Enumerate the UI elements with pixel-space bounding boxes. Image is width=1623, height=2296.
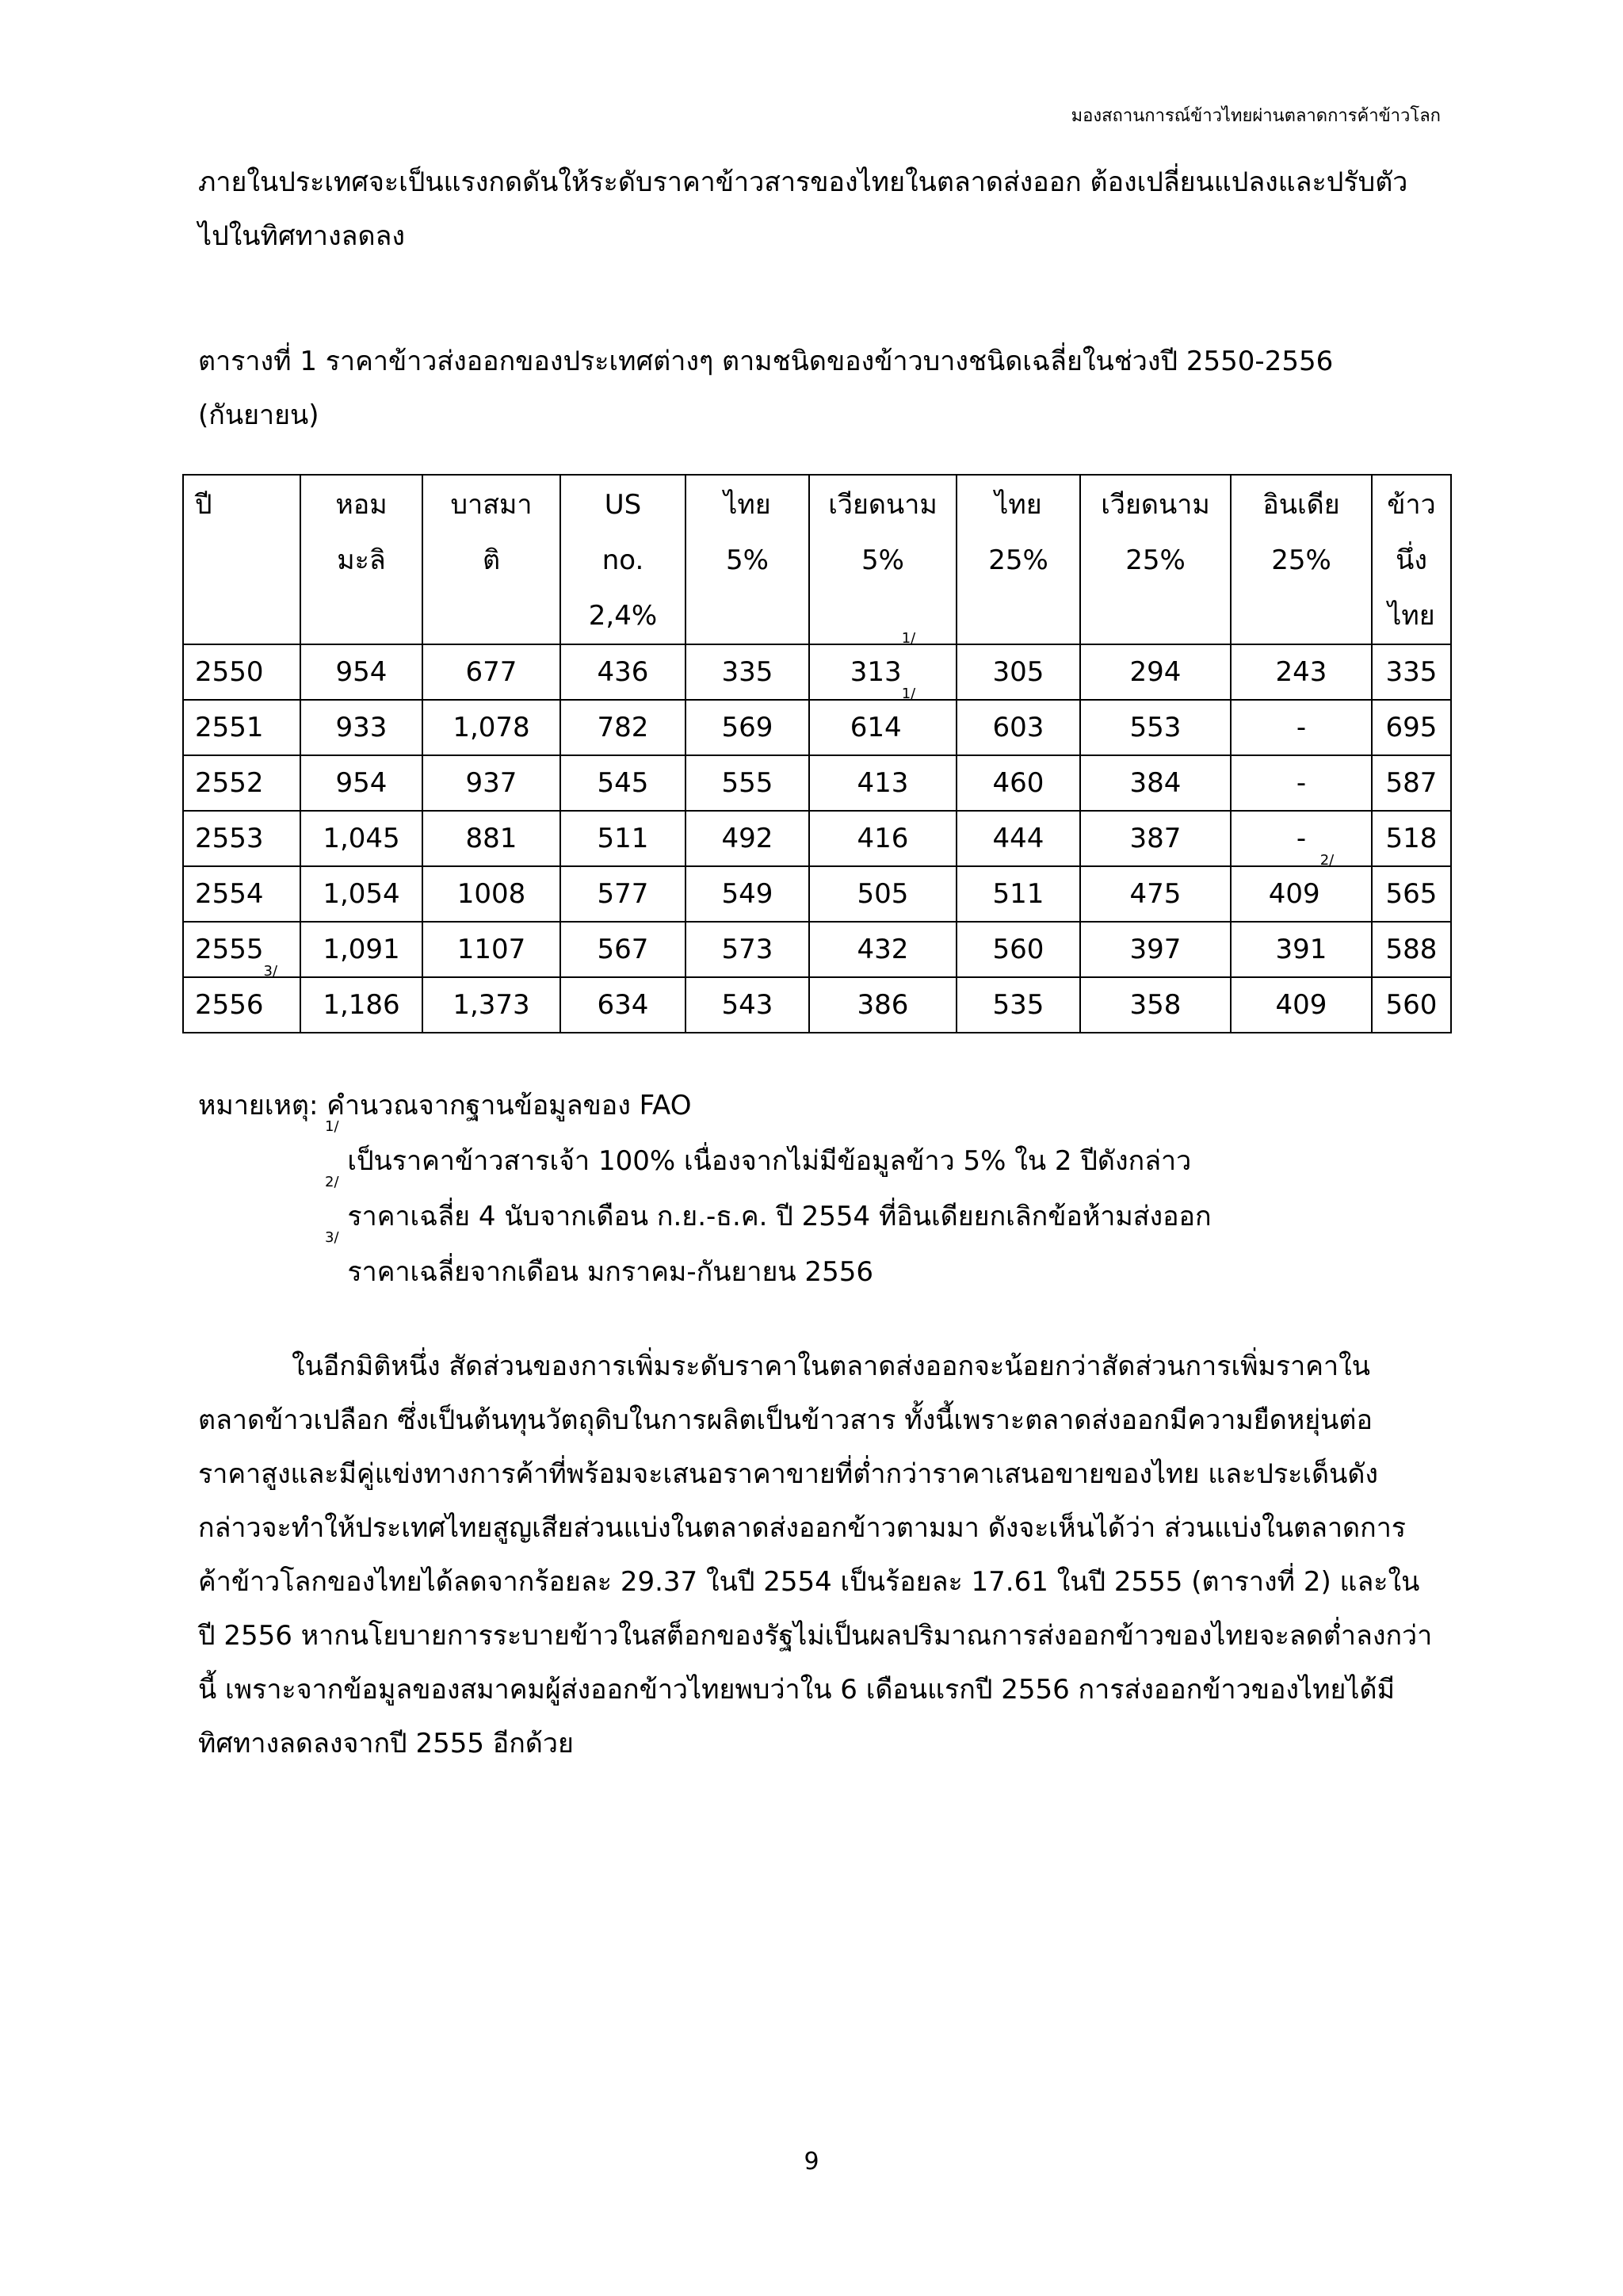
table-cell: 634 bbox=[560, 977, 685, 1033]
col-header-vietnam-5: เวียดนาม 5% bbox=[809, 475, 957, 644]
note-item: $^{1/}$ เป็นราคาข้าวสารเจ้า 100% เนื่องจากไม่มีข้อมูลข้าว 5% ใน 2 ปีดังกล่าว bbox=[325, 1118, 1192, 1177]
table-cell: 397 bbox=[1080, 922, 1231, 977]
table-cell: 1008 bbox=[422, 866, 560, 922]
col-header-hom-mali: หอม มะลิ bbox=[300, 475, 422, 644]
table-cell: 305 bbox=[957, 644, 1080, 700]
table-cell: 413 bbox=[809, 755, 957, 811]
table-cell: 294 bbox=[1080, 644, 1231, 700]
table-cell: 1,045 bbox=[300, 811, 422, 866]
table-cell: 492 bbox=[685, 811, 809, 866]
table-cell: 577 bbox=[560, 866, 685, 922]
table-row bbox=[183, 866, 1451, 922]
table-cell: 2556$^{3/}$ bbox=[183, 977, 300, 1033]
table-cell: 569 bbox=[685, 700, 809, 755]
table-row bbox=[183, 811, 1451, 866]
table-cell: 243 bbox=[1231, 644, 1372, 700]
col-header-year: ปี bbox=[183, 475, 300, 644]
table-cell: 1,373 bbox=[422, 977, 560, 1033]
table-cell: 937 bbox=[422, 755, 560, 811]
table-cell: - bbox=[1231, 755, 1372, 811]
col-header-india-25: อินเดีย 25% bbox=[1231, 475, 1372, 644]
table-cell: - bbox=[1231, 811, 1372, 866]
table-cell: 384 bbox=[1080, 755, 1231, 811]
table-cell: 1,186 bbox=[300, 977, 422, 1033]
table-cell: 954 bbox=[300, 644, 422, 700]
col-header-thai-5: ไทย 5% bbox=[685, 475, 809, 644]
table-cell: 1,078 bbox=[422, 700, 560, 755]
table-header-row bbox=[183, 475, 1451, 644]
table-cell: 573 bbox=[685, 922, 809, 977]
footnote-mark: 1/ bbox=[901, 686, 916, 702]
table-cell: 1,091 bbox=[300, 922, 422, 977]
table-cell: 560 bbox=[957, 922, 1080, 977]
table-cell: 549 bbox=[685, 866, 809, 922]
table-cell: 1,054 bbox=[300, 866, 422, 922]
table-cell: 2550 bbox=[183, 644, 300, 700]
table-row bbox=[183, 977, 1451, 1033]
table-cell: 444 bbox=[957, 811, 1080, 866]
table-cell: 603 bbox=[957, 700, 1080, 755]
col-header-thai-25: ไทย 25% bbox=[957, 475, 1080, 644]
table-row bbox=[183, 755, 1451, 811]
table-cell: 1107 bbox=[422, 922, 560, 977]
notes-label: หมายเหตุ: คำนวณจากฐานข้อมูลของ FAO bbox=[198, 1090, 692, 1121]
table-cell: 543 bbox=[685, 977, 809, 1033]
table-cell: 614$^{1/}$ bbox=[809, 700, 957, 755]
table-cell: 475 bbox=[1080, 866, 1231, 922]
table-cell: 460 bbox=[957, 755, 1080, 811]
table-cell: 545 bbox=[560, 755, 685, 811]
col-header-us: US no. 2,4% bbox=[560, 475, 685, 644]
table-cell: 553 bbox=[1080, 700, 1231, 755]
table-cell: 511 bbox=[957, 866, 1080, 922]
table-row bbox=[183, 922, 1451, 977]
footnote-mark: 1/ bbox=[901, 630, 916, 647]
table-cell: 409$^{2/}$ bbox=[1231, 866, 1372, 922]
table-cell: 2554 bbox=[183, 866, 300, 922]
table-row bbox=[183, 700, 1451, 755]
table-cell: 335 bbox=[1372, 644, 1451, 700]
note-item: $^{2/}$ ราคาเฉลี่ย 4 นับจากเดือน ก.ย.-ธ.ค. ปี 2554 ที่อินเดียยกเลิกข้อห้ามส่งออก bbox=[325, 1174, 1212, 1232]
footnote-mark: 3/ bbox=[325, 1229, 339, 1246]
running-header: มองสถานการณ์ข้าวไทยผ่านตลาดการค้าข้าวโลก bbox=[1071, 106, 1441, 126]
table-cell: 386 bbox=[809, 977, 957, 1033]
table-cell: 505 bbox=[809, 866, 957, 922]
table-caption: ตารางที่ 1 ราคาข้าวส่งออกของประเทศต่างๆ ตามชนิดของข้าวบางชนิดเฉลี่ยในช่วงปี 2550-2556 (กันยายน) bbox=[198, 346, 1334, 431]
table-row bbox=[183, 644, 1451, 700]
footnote-mark: 1/ bbox=[325, 1118, 339, 1135]
table-cell: 881 bbox=[422, 811, 560, 866]
table-cell: 555 bbox=[685, 755, 809, 811]
table-cell: 560 bbox=[1372, 977, 1451, 1033]
table-cell: 511 bbox=[560, 811, 685, 866]
table-cell: 416 bbox=[809, 811, 957, 866]
body-paragraph: ในอีกมิติหนึ่ง สัดส่วนของการเพิ่มระดับราคาในตลาดส่งออกจะน้อยกว่าสัดส่วนการเพิ่มราคาในตลาดข้าวเปลือก ซึ่งเป็นต้นทุนวัตถุดิบในการผลิตเป็นข้าวสาร ทั้งนี้เพราะตลาดส่งออกมีความยืดหยุ่นต่อราคาสูงและมีคู่แข่งทางการค้าที่พร้อมจะเสนอราคาขายที่ต่ำกว่าราคาเสนอขายของไทย และประเด็นดังกล่าวจะทำให้ประเทศไทยสูญเสียส่วนแบ่งในตลาดส่งออกข้าวตามมา ดังจะเห็นได้ว่า ส่วนแบ่งในตลาดการค้าข้าวโลกของไทยได้ลดจากร้อยละ 29.37 ในปี 2554 เป็นร้อยละ 17.61 ในปี 2555 (ตารางที่ 2) และในปี 2556 หากนโยบายการระบายข้าวในสต็อกของรัฐไม่เป็นผลปริมาณการส่งออกข้าวของไทยจะลดต่ำลงกว่านี้ เพราะจากข้อมูลของสมาคมผู้ส่งออกข้าวไทยพบว่าใน 6 เดือนแรกปี 2556 การส่งออกข้าวของไทยได้มีทิศทางลดลงจากปี 2555 อีกด้วย bbox=[198, 1350, 1433, 1759]
page-number: 9 bbox=[804, 2148, 819, 2176]
rice-price-table bbox=[182, 474, 1452, 1033]
table-cell: 567 bbox=[560, 922, 685, 977]
table-notes bbox=[198, 1078, 1212, 1300]
table-cell: 313$^{1/}$ bbox=[809, 644, 957, 700]
table-cell: 933 bbox=[300, 700, 422, 755]
footnote-mark: 2/ bbox=[325, 1174, 339, 1190]
col-header-parboiled: ข้าวนึ่ง ไทย bbox=[1372, 475, 1451, 644]
table-cell: 565 bbox=[1372, 866, 1451, 922]
table-cell: 2552 bbox=[183, 755, 300, 811]
col-header-vietnam-25: เวียดนาม 25% bbox=[1080, 475, 1231, 644]
table-cell: 2551 bbox=[183, 700, 300, 755]
table-cell: 954 bbox=[300, 755, 422, 811]
table-cell: 677 bbox=[422, 644, 560, 700]
col-header-basmati: บาสมา ติ bbox=[422, 475, 560, 644]
table-cell: 391 bbox=[1231, 922, 1372, 977]
table-cell: 335 bbox=[685, 644, 809, 700]
table-cell: 518 bbox=[1372, 811, 1451, 866]
table-cell: 2553 bbox=[183, 811, 300, 866]
table-cell: 436 bbox=[560, 644, 685, 700]
table-cell: 387 bbox=[1080, 811, 1231, 866]
table-cell: 587 bbox=[1372, 755, 1451, 811]
table-cell: 358 bbox=[1080, 977, 1231, 1033]
table-cell: 2555 bbox=[183, 922, 300, 977]
note-item: $^{3/}$ ราคาเฉลี่ยจากเดือน มกราคม-กันยายน 2556 bbox=[325, 1229, 873, 1288]
table-cell: 695 bbox=[1372, 700, 1451, 755]
table-cell: 409 bbox=[1231, 977, 1372, 1033]
footnote-mark: 2/ bbox=[1319, 852, 1335, 869]
table-cell: 782 bbox=[560, 700, 685, 755]
table-cell: 432 bbox=[809, 922, 957, 977]
table-cell: 535 bbox=[957, 977, 1080, 1033]
table-cell: 588 bbox=[1372, 922, 1451, 977]
table-cell: - bbox=[1231, 700, 1372, 755]
intro-paragraph: ภายในประเทศจะเป็นแรงกดดันให้ระดับราคาข้าวสารของไทยในตลาดส่งออก ต้องเปลี่ยนแปลงและปรับตัวไปในทิศทางลดลง bbox=[198, 166, 1408, 252]
footnote-mark: 3/ bbox=[263, 963, 278, 980]
